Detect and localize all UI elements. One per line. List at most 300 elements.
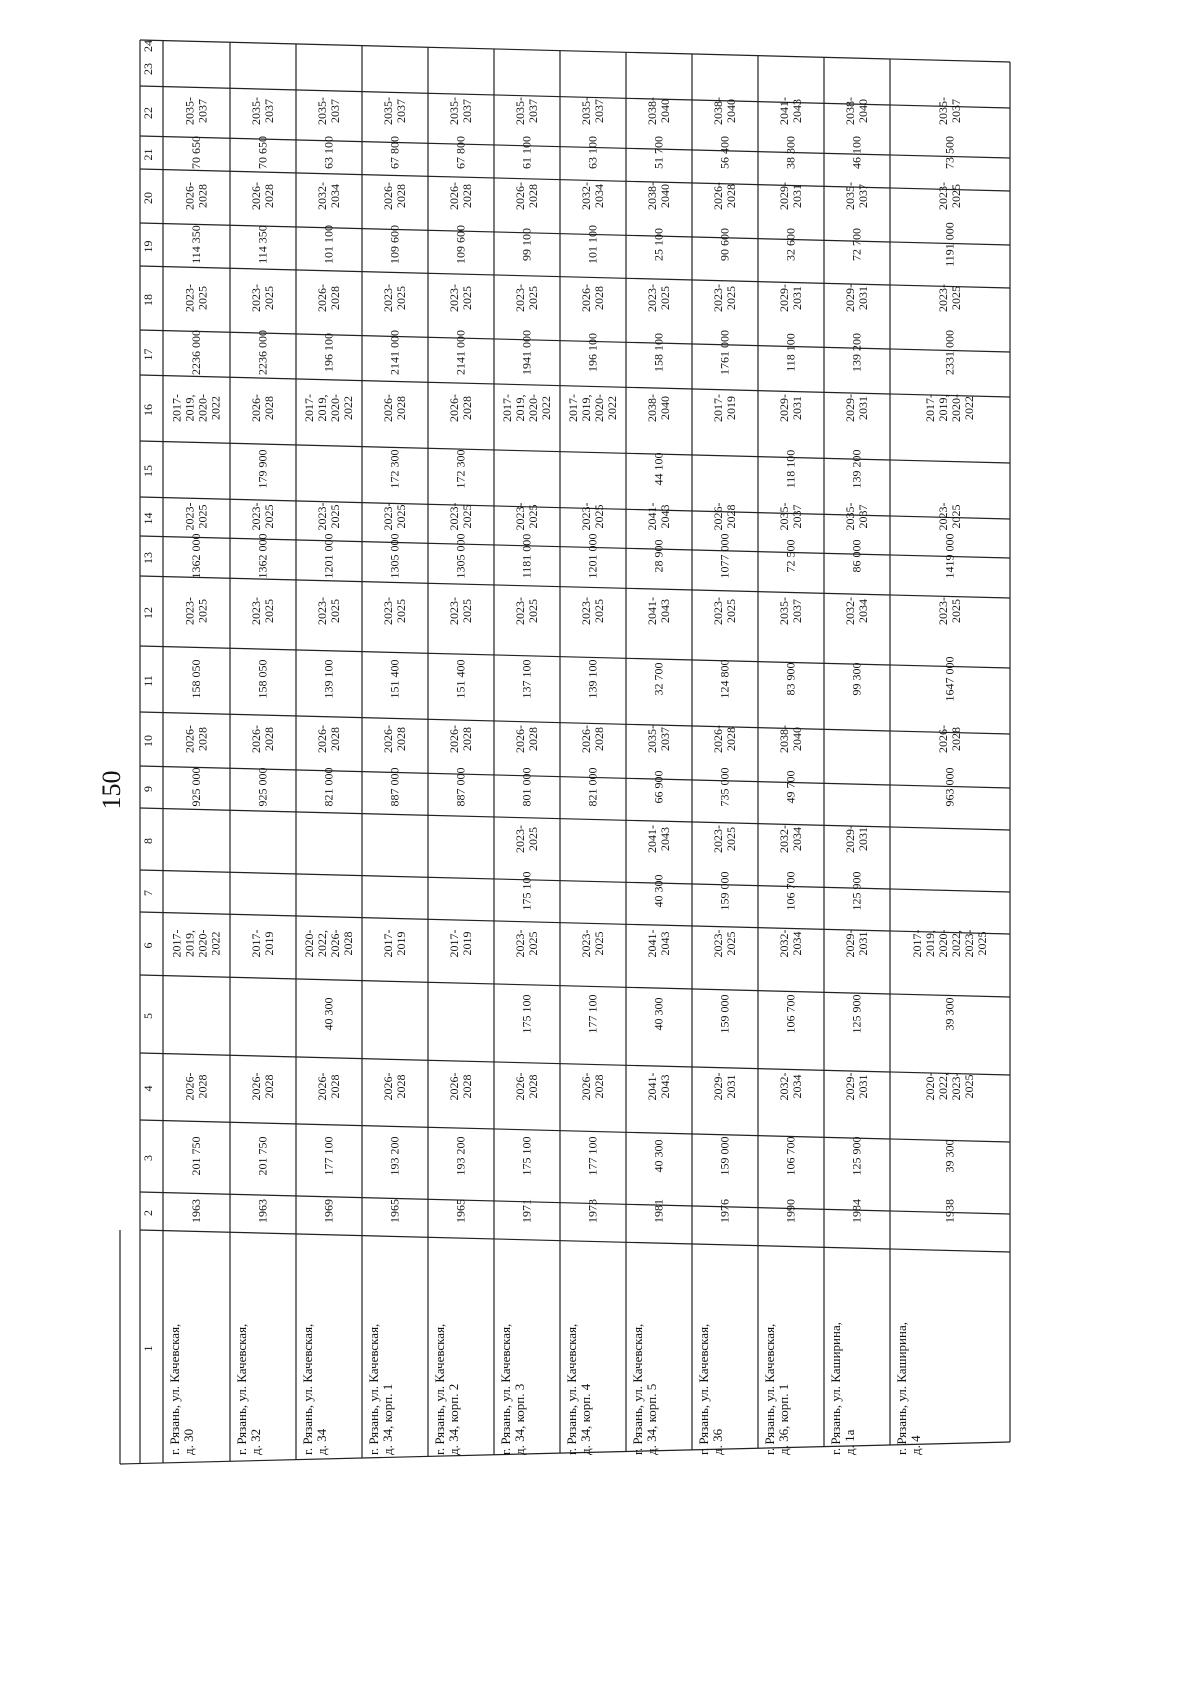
value-cell: 90 600 — [717, 228, 732, 261]
period-cell: 2025 — [723, 827, 738, 851]
value-cell: 106 700 — [783, 994, 798, 1034]
value-cell: 32 600 — [783, 228, 798, 261]
value-cell: 1965 — [387, 1199, 402, 1223]
value-cell: 1976 — [717, 1199, 732, 1223]
period-cell: 2040 — [657, 184, 672, 208]
address-cell: д. 34 — [314, 1428, 329, 1455]
period-cell: 2031 — [855, 396, 870, 420]
period-cell: 2023- — [512, 597, 527, 625]
period-cell: 2032- — [314, 182, 329, 210]
period-cell: 2025 — [657, 286, 672, 310]
period-cell: 2025 — [459, 286, 474, 310]
period-cell: 2026- — [380, 1072, 395, 1101]
period-cell: 2028 — [459, 1074, 474, 1099]
value-cell: 175 100 — [519, 994, 534, 1034]
period-cell: 2022 — [961, 396, 976, 420]
period-cell: 2026- — [512, 1072, 527, 1101]
value-cell: 106 700 — [783, 871, 798, 911]
value-cell: 101 100 — [321, 225, 336, 264]
period-cell: 2023- — [512, 929, 527, 958]
period-cell: 2023- — [314, 502, 329, 531]
table-row — [762, 97, 804, 1455]
period-cell: 2023- — [314, 597, 329, 625]
period-cell: 2041- — [644, 502, 659, 531]
column-number: 18 — [141, 294, 155, 306]
period-cell: 2026- — [314, 725, 329, 753]
period-cell: 2035- — [380, 97, 395, 125]
period-cell: 2022 — [340, 396, 355, 420]
period-cell: 2023- — [935, 182, 950, 210]
value-cell: 1963 — [188, 1199, 203, 1223]
column-number: 13 — [141, 552, 155, 564]
column-number: 1 — [141, 1345, 155, 1352]
period-cell: 2023- — [248, 597, 263, 625]
value-cell: 172 300 — [387, 449, 402, 489]
value-cell: 106 700 — [783, 1136, 798, 1176]
period-cell: 2028 — [525, 1074, 540, 1099]
period-cell: 2026- — [380, 725, 395, 753]
period-cell: 2023- — [512, 284, 527, 312]
table-row — [630, 97, 672, 1455]
value-cell: 46 100 — [849, 136, 864, 169]
period-cell: 2017- — [301, 394, 316, 422]
column-number: 19 — [141, 240, 155, 253]
value-cell: 1362 000 — [188, 533, 203, 579]
value-cell: 1973 — [585, 1199, 600, 1223]
value-cell: 118 100 — [783, 333, 798, 372]
period-cell: 2025 — [459, 599, 474, 623]
period-cell: 2037 — [789, 504, 804, 529]
period-cell: 2031 — [723, 1074, 738, 1099]
value-cell: 99 300 — [849, 662, 864, 696]
period-cell: 2038- — [842, 97, 857, 125]
period-cell: 2025 — [591, 931, 606, 956]
period-cell: 2025 — [948, 599, 963, 623]
period-cell: 2017- — [565, 394, 580, 422]
period-cell: 2025 — [961, 1074, 976, 1099]
value-cell: 2331 000 — [942, 330, 957, 375]
period-cell: 2023- — [380, 597, 395, 625]
period-cell: 2041- — [644, 1072, 659, 1101]
value-cell: 2141 000 — [387, 330, 402, 375]
period-cell: 2025 — [459, 504, 474, 529]
period-cell: 2032- — [776, 1072, 791, 1101]
address-cell: г. Рязань, ул. Качевская, — [762, 1323, 777, 1455]
period-cell: 2028 — [723, 727, 738, 751]
period-cell: 2028 — [723, 184, 738, 208]
period-cell: 2020- — [301, 929, 316, 958]
period-cell: 2023- — [644, 284, 659, 312]
column-number: 7 — [141, 890, 155, 896]
period-cell: 2037 — [525, 99, 540, 123]
value-cell: 963 000 — [942, 767, 957, 807]
period-cell: 2041- — [644, 825, 659, 853]
value-cell: 2236 000 — [188, 330, 203, 375]
period-cell: 2035- — [578, 97, 593, 125]
period-cell: 2023- — [710, 825, 725, 853]
period-cell: 2019, — [578, 394, 593, 422]
period-cell: 2026- — [248, 725, 263, 753]
period-cell: 2035- — [644, 725, 659, 753]
table-row — [300, 97, 355, 1455]
period-cell: 2043 — [657, 1074, 672, 1099]
period-cell: 2025 — [525, 931, 540, 956]
period-cell: 2031 — [855, 827, 870, 851]
period-cell: 2028 — [525, 727, 540, 751]
period-cell: 2026- — [248, 1072, 263, 1101]
period-cell: 2019 — [393, 931, 408, 956]
value-cell: 175 100 — [519, 1136, 534, 1176]
value-cell: 139 100 — [321, 659, 336, 699]
column-number: 3 — [141, 1155, 155, 1161]
period-cell: 2038- — [776, 725, 791, 753]
value-cell: 1965 — [453, 1199, 468, 1223]
period-cell: 2025 — [261, 504, 276, 529]
value-cell: 67 800 — [453, 136, 468, 169]
column-number: 21 — [141, 148, 155, 161]
period-cell: 2028 — [393, 727, 408, 751]
address-cell: г. Рязань, ул. Качевская, — [432, 1323, 447, 1455]
period-cell: 2025 — [195, 599, 210, 623]
period-cell: 2037 — [261, 99, 276, 123]
value-cell: 109 600 — [453, 225, 468, 264]
value-cell: 196 100 — [321, 333, 336, 372]
value-cell: 1941 000 — [519, 330, 534, 375]
value-cell: 25 100 — [651, 228, 666, 261]
period-cell: 2040 — [855, 99, 870, 123]
period-cell: 2028 — [393, 1074, 408, 1099]
period-cell: 2025 — [948, 286, 963, 310]
value-cell: 193 200 — [453, 1136, 468, 1176]
period-cell: 2031 — [855, 931, 870, 956]
value-cell: 139 200 — [849, 333, 864, 372]
period-cell: 2026- — [446, 394, 461, 422]
address-cell: г. Рязань, ул. Качевская, — [300, 1323, 315, 1455]
period-cell: 2020- — [327, 394, 342, 422]
value-cell: 40 300 — [651, 874, 666, 908]
value-cell: 1990 — [783, 1199, 798, 1223]
period-cell: 2025 — [723, 931, 738, 956]
address-cell: д. 34, корп. 5 — [644, 1383, 659, 1455]
period-cell: 2040 — [657, 99, 672, 123]
period-cell: 2017- — [169, 929, 184, 958]
column-number: 23 — [141, 63, 155, 75]
value-cell: 125 900 — [849, 1136, 864, 1176]
column-number: 24 — [141, 40, 155, 52]
period-cell: 2023- — [578, 929, 593, 958]
period-cell: 2031 — [789, 396, 804, 420]
column-number: 12 — [141, 607, 155, 619]
period-cell: 2035- — [512, 97, 527, 125]
period-cell: 2020- — [935, 929, 950, 958]
period-cell: 2017- — [499, 394, 514, 422]
period-cell: 2037 — [948, 99, 963, 123]
period-cell: 2035- — [842, 182, 857, 210]
period-cell: 2026- — [578, 284, 593, 312]
period-cell: 2026- — [182, 1072, 197, 1101]
address-cell: г. Рязань, ул. Качевская, — [630, 1323, 645, 1455]
period-cell: 2026- — [446, 182, 461, 210]
value-cell: 177 100 — [321, 1136, 336, 1176]
period-cell: 2026- — [248, 182, 263, 210]
period-cell: 2029- — [776, 284, 791, 312]
period-cell: 2026- — [446, 725, 461, 753]
table-row — [564, 97, 619, 1455]
period-cell: 2026- — [710, 725, 725, 753]
column-number: 15 — [141, 465, 155, 477]
value-cell: 1077 000 — [717, 533, 732, 579]
period-cell: 2035- — [776, 597, 791, 625]
period-cell: 2023- — [512, 502, 527, 531]
period-cell: 2026- — [710, 182, 725, 210]
period-cell: 2026- — [182, 725, 197, 753]
period-cell: 2028 — [327, 286, 342, 310]
period-cell: 2025 — [525, 827, 540, 851]
period-cell: 2037 — [855, 184, 870, 208]
value-cell: 125 900 — [849, 994, 864, 1034]
value-cell: 1362 000 — [255, 533, 270, 579]
period-cell: 2029- — [842, 394, 857, 422]
period-cell: 2025 — [591, 599, 606, 623]
period-cell: 2034 — [591, 184, 606, 208]
value-cell: 887 000 — [453, 767, 468, 807]
period-cell: 2025 — [591, 504, 606, 529]
period-cell: 2040 — [789, 727, 804, 751]
value-cell: 177 100 — [585, 994, 600, 1034]
period-cell: 2034 — [855, 599, 870, 623]
period-cell: 2025 — [195, 286, 210, 310]
value-cell: 139 100 — [585, 659, 600, 699]
period-cell: 2025 — [948, 184, 963, 208]
period-cell: 2023- — [935, 597, 950, 625]
period-cell: 2032- — [578, 182, 593, 210]
period-cell: 2026- — [512, 182, 527, 210]
value-cell: 44 100 — [651, 452, 666, 486]
value-cell: 86 000 — [849, 539, 864, 573]
period-cell: 2038- — [644, 97, 659, 125]
address-cell: д. 34, корп. 3 — [512, 1383, 527, 1455]
table-row — [696, 97, 738, 1455]
period-cell: 2034 — [327, 184, 342, 208]
period-cell: 2025 — [261, 599, 276, 623]
period-cell: 2029- — [842, 929, 857, 958]
value-cell: 201 750 — [188, 1136, 203, 1176]
column-number: 16 — [141, 404, 155, 416]
period-cell: 2043 — [657, 599, 672, 623]
period-cell: 2028 — [195, 727, 210, 751]
address-cell: г. Рязань, ул. Каширина, — [828, 1322, 843, 1455]
period-cell: 2020- — [195, 394, 210, 422]
value-cell: 125 900 — [849, 871, 864, 911]
period-cell: 2025 — [723, 286, 738, 310]
period-cell: 2028 — [393, 184, 408, 208]
period-cell: 2043 — [657, 504, 672, 529]
value-cell: 39 300 — [942, 1139, 957, 1173]
period-cell: 2023- — [182, 284, 197, 312]
value-cell: 72 700 — [849, 228, 864, 261]
value-cell: 196 100 — [585, 333, 600, 372]
period-cell: 2019, — [922, 930, 937, 957]
value-cell: 1419 000 — [942, 533, 957, 579]
value-cell: 70 650 — [188, 136, 203, 169]
period-cell: 2022, — [935, 1073, 950, 1100]
column-number: 14 — [141, 512, 155, 525]
period-cell: 2035- — [776, 502, 791, 531]
period-cell: 2017- — [909, 929, 924, 958]
period-cell: 2017- — [169, 394, 184, 422]
address-cell: д. 32 — [248, 1428, 263, 1455]
period-cell: 2037 — [855, 504, 870, 529]
period-cell: 2040 — [723, 99, 738, 123]
period-cell: 2023- — [248, 502, 263, 531]
period-cell: 2025 — [327, 504, 342, 529]
address-cell: д. 36, корп. 1 — [776, 1383, 791, 1455]
value-cell: 158 050 — [255, 659, 270, 699]
period-cell: 2025 — [393, 599, 408, 623]
period-cell: 2019 — [261, 931, 276, 956]
period-cell: 2037 — [789, 599, 804, 623]
period-cell: 2026- — [327, 929, 342, 958]
period-cell: 2028 — [591, 1074, 606, 1099]
value-cell: 1938 — [942, 1199, 957, 1223]
period-cell: 2025 — [525, 504, 540, 529]
period-cell: 2026- — [380, 394, 395, 422]
period-cell: 2026- — [935, 725, 950, 753]
period-cell: 2043 — [789, 99, 804, 123]
address-cell: д. 1а — [842, 1429, 857, 1455]
address-cell: д. 34, корп. 1 — [380, 1383, 395, 1455]
address-cell: д. 34, корп. 4 — [578, 1383, 593, 1455]
period-cell: 2028 — [195, 1074, 210, 1099]
period-cell: 2023- — [578, 597, 593, 625]
page-number: 150 — [97, 770, 126, 810]
period-cell: 2043 — [657, 827, 672, 851]
period-cell: 2023- — [380, 502, 395, 531]
value-cell: 83 900 — [783, 662, 798, 696]
value-cell: 114 350 — [255, 225, 270, 264]
value-cell: 201 750 — [255, 1136, 270, 1176]
period-cell: 2025 — [327, 599, 342, 623]
period-cell: 2025 — [974, 931, 989, 956]
value-cell: 821 000 — [321, 767, 336, 807]
value-cell: 1305 000 — [387, 533, 402, 579]
period-cell: 2026- — [380, 182, 395, 210]
period-cell: 2028 — [261, 396, 276, 420]
value-cell: 1963 — [255, 1199, 270, 1223]
period-cell: 2028 — [948, 727, 963, 751]
period-cell: 2025 — [948, 504, 963, 529]
value-cell: 887 000 — [387, 767, 402, 807]
period-cell: 2043 — [657, 931, 672, 956]
period-cell: 2038- — [644, 394, 659, 422]
value-cell: 139 200 — [849, 449, 864, 489]
period-cell: 2023- — [182, 502, 197, 531]
column-number: 4 — [141, 1085, 155, 1092]
period-cell: 2025 — [723, 599, 738, 623]
period-cell: 2037 — [459, 99, 474, 123]
period-cell: 2023- — [446, 502, 461, 531]
period-cell: 2020- — [591, 394, 606, 422]
table-row — [828, 97, 870, 1455]
value-cell: 1761 000 — [717, 330, 732, 375]
value-cell: 1969 — [321, 1199, 336, 1223]
period-cell: 2031 — [855, 1074, 870, 1099]
period-cell: 2028 — [591, 727, 606, 751]
value-cell: 175 100 — [519, 871, 534, 911]
column-number: 17 — [141, 348, 155, 361]
value-cell: 61 100 — [519, 136, 534, 169]
address-cell: г. Рязань, ул. Каширина, — [894, 1322, 909, 1455]
value-cell: 151 400 — [453, 659, 468, 699]
period-cell: 2037 — [195, 99, 210, 123]
value-cell: 159 000 — [717, 1136, 732, 1176]
period-cell: 2022 — [604, 396, 619, 420]
period-cell: 2035- — [842, 502, 857, 531]
period-cell: 2028 — [340, 931, 355, 956]
period-cell: 2019, — [314, 394, 329, 422]
period-cell: 2028 — [195, 184, 210, 208]
period-cell: 2019, — [512, 394, 527, 422]
period-cell: 2035- — [935, 97, 950, 125]
period-cell: 2029- — [842, 825, 857, 853]
period-cell: 2019 — [459, 931, 474, 956]
value-cell: 66 900 — [651, 770, 666, 804]
value-cell: 1981 — [651, 1199, 666, 1223]
period-cell: 2019 — [723, 396, 738, 420]
period-cell: 2019, — [182, 930, 197, 957]
period-cell: 2023- — [446, 284, 461, 312]
address-cell: д. 30 — [181, 1428, 196, 1455]
value-cell: 159 000 — [717, 871, 732, 911]
period-cell: 2028 — [327, 727, 342, 751]
period-cell: 2023- — [710, 929, 725, 958]
value-cell: 51 700 — [651, 136, 666, 169]
address-cell: г. Рязань, ул. Качевская, — [696, 1323, 711, 1455]
period-cell: 2028 — [261, 184, 276, 208]
period-cell: 2029- — [842, 1072, 857, 1101]
value-cell: 1971 — [519, 1199, 534, 1223]
value-cell: 2141 000 — [453, 330, 468, 375]
value-cell: 1201 000 — [321, 533, 336, 579]
value-cell: 193 200 — [387, 1136, 402, 1176]
period-cell: 2028 — [591, 286, 606, 310]
table-row — [366, 97, 408, 1455]
period-cell: 2037 — [657, 727, 672, 751]
address-cell: д. 36 — [710, 1428, 725, 1455]
table-body — [167, 97, 989, 1455]
value-cell: 821 000 — [585, 767, 600, 807]
value-cell: 179 900 — [255, 449, 270, 489]
value-cell: 925 000 — [255, 767, 270, 807]
period-cell: 2028 — [261, 727, 276, 751]
period-cell: 2028 — [393, 396, 408, 420]
period-cell: 2035- — [314, 97, 329, 125]
period-cell: 2017- — [922, 394, 937, 422]
period-cell: 2026- — [710, 502, 725, 531]
period-cell: 2025 — [525, 286, 540, 310]
value-cell: 151 400 — [387, 659, 402, 699]
period-cell: 2026- — [578, 1072, 593, 1101]
address-cell: г. Рязань, ул. Качевская, — [234, 1323, 249, 1455]
period-cell: 2035- — [446, 97, 461, 125]
value-cell: 158 050 — [188, 659, 203, 699]
value-cell: 735 000 — [717, 767, 732, 807]
value-cell: 40 300 — [651, 1139, 666, 1173]
value-cell: 38 300 — [783, 136, 798, 169]
column-number-header — [141, 40, 155, 1352]
period-cell: 2035- — [248, 97, 263, 125]
period-cell: 2023- — [512, 825, 527, 853]
